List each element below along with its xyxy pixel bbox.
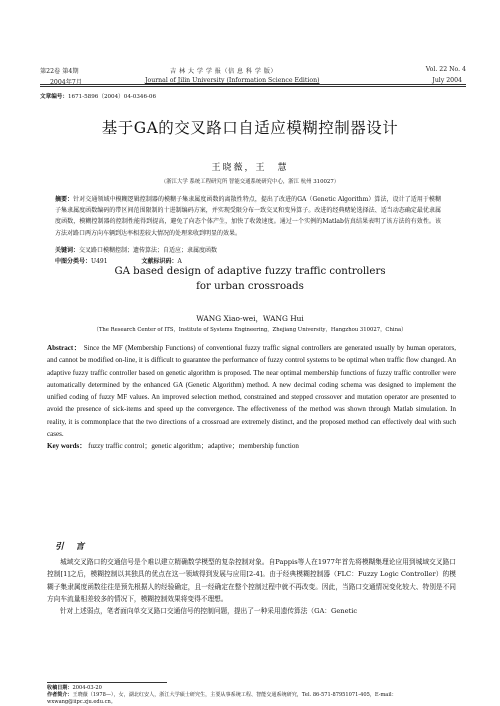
affiliation-en: （The Research Center of ITS，Institute of Systems Engineering，Zhejiang University，Hangzhou 310027，China） — [93, 327, 407, 333]
body-paragraph: 针对上述弱点，笔者面向单交叉路口交通信号的控制问题，提出了一种采用遗传算法（GA：Genetic — [60, 607, 358, 616]
abstract-en-text: Since the MF (Membership Functions) of conventional fuzzy traffic signal controllers are generated usually by human operators, and cannot be modified on-line, it is difficult to guarantee the performance of fuzzy control systems to be optimal when traffic flow changed. An adaptive fuzzy traffic controller based on genetic algorithm is proposed. The near optimal membership functions of fuzzy traffic controller were automatically determined by the enhanced GA (Genetic Algorithm) method. A new decimal coding schema was designed to implement the unified coding of fuzzy MF values. An improved selection method, constrained and stepped crossover and mutation operator are presented to avoid the presence of sick-items and speed up the convergence. The effectiveness of the method was shown through Matlab simulation. In reality, it is commonplace that the two directions of a crossroad are extremely distinct, and the proposed method can effectively deal with such cases. — [47, 344, 456, 439]
section-heading-intro: 引言 — [55, 542, 97, 552]
header-rule-bottom — [40, 86, 466, 87]
abstract-cn-label: 摘要： — [55, 196, 74, 203]
keywords-en-text: fuzzy traffic control；genetic algorithm；adaptive；membership function — [88, 442, 299, 451]
authors-cn: 王晓薇，王 慧 — [211, 163, 289, 173]
header-date-en: July 2004 — [432, 77, 462, 84]
abstract-en-label: Abstract： — [47, 344, 82, 352]
header-volume-cn: 第22卷 第4期 — [40, 68, 79, 75]
keywords-cn-text: 交叉路口模糊控制；遗传算法；自适应；隶属度函数 — [79, 247, 218, 254]
header-rule-top — [40, 84, 466, 85]
header-date-cn: 2004年7月 — [50, 79, 83, 86]
title-cn: 基于GA的交叉路口自适应模糊控制器设计 — [101, 119, 399, 137]
clc-label: 中图分类号： — [55, 258, 92, 265]
keywords-en-label: Key words： — [47, 442, 87, 451]
title-en: GA based design of adaptive fuzzy traffic controllers for urban crossroads — [114, 266, 386, 292]
article-number-label: 文章编号： — [40, 94, 68, 100]
abstract-cn-text: 针对交通领域中模糊逻辑控制器的模糊子集隶属度函数的离散性特点，提出了改进的GA（Genetic Algorithm）算法，设计了适用于模糊子集隶属度函数编码的带区间范围限制的十进制编码方案，并实现受限分布一致交叉和变异算子。改进的经典赌轮选择法、适当动态确定最优隶属度函数，模糊控制器的控制性能得到提高，避免了向态个体产生，加快了收敛速度。通过一个实例的Matlab仿真结果表明了该方法的有效性。该方法对路口两方向车辆到达率相差较大情况的处理来收到明显的效果。 — [55, 196, 441, 237]
bio-value: 王晓薇（1978—），女，湖北红安人，浙江大学硕士研究生，主要从事系统工程、智能交通系统研究，Tel. 86-571-87951071-405，E-mail：wxwang@iipc.zju.edu.cn。 — [47, 692, 397, 705]
header-journal-en: Journal of Jilin University (Information Science Edition) — [145, 77, 320, 84]
affiliation-cn: （浙江大学 系统工程研究所 智能交通系统研究中心，浙江 杭州 310027） — [160, 179, 340, 185]
abstract-en — [47, 342, 456, 453]
authors-en: WANG Xiao-wei，WANG Hui — [196, 314, 304, 323]
clc-value: U491 — [91, 258, 108, 265]
body-paragraph: 城域交叉路口的交通信号是个难以建立精确数学模型的复杂控制对象。自Pappis等人在1977年首先将模糊集理论应用到城域交叉路口控制[1]之后，模糊控制以其独具的优点在这一领域得到发展与应用[2-4]。由于经典模糊控制器（FLC：Fuzzy Logic Controller）的模糊子集隶属度函数往往是预先根据人的经验确定，且一经确定在整个控制过程中就不再改变。因此，当路口交通情况变化较大、特别是不同方向车流量相差较多的情况下，模糊控制效果将变得不理想。 — [47, 558, 456, 603]
bio-label: 作者简介： — [47, 692, 73, 698]
article-number-value: 1671-5896（2004）04-0346-06 — [67, 94, 157, 100]
received-label: 收稿日期： — [47, 685, 73, 691]
doc-code-value: A — [177, 258, 182, 265]
header-volume-en: Vol. 22 No. 4 — [425, 66, 466, 73]
keywords-cn-label: 关键词： — [55, 247, 80, 254]
classification — [55, 256, 182, 265]
abstract-cn — [55, 194, 441, 239]
header-journal-cn: 吉 林 大 学 学 报（信 息 科 学 版） — [170, 68, 277, 75]
footnote-rule — [47, 682, 167, 683]
body-text — [47, 556, 456, 617]
article-number — [40, 92, 156, 100]
keywords-cn — [55, 245, 217, 254]
received-value: 2004-03-20 — [72, 685, 102, 691]
doc-code-label: 文献标识码： — [141, 258, 178, 265]
footnote — [47, 685, 456, 706]
